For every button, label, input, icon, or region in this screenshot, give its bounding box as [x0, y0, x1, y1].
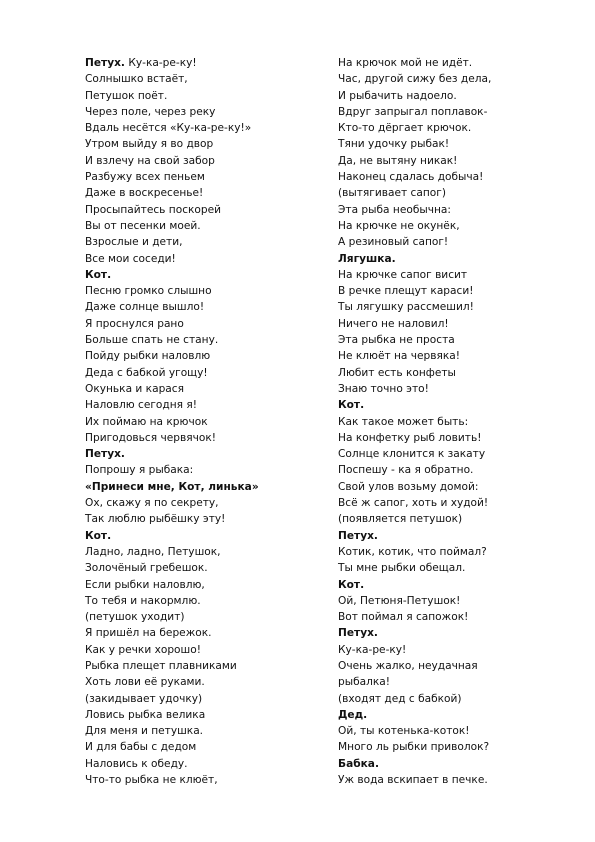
line-text: Эта рыбка не проста [338, 334, 455, 347]
line-text: Их поймаю на крючок [85, 415, 208, 428]
text-line [338, 593, 548, 609]
line-text: Я пришёл на бережок. [85, 627, 212, 640]
line-text: Хоть лови её руками. [85, 676, 205, 689]
line-text: А резиновый сапог! [338, 236, 449, 249]
line-text: Как у речки хорошо! [85, 643, 201, 656]
line-text: Не клюёт на червяка! [338, 350, 461, 363]
line-text: Поспешу - ка я обратно. [338, 464, 474, 477]
line-text: Я проснулся рано [85, 317, 184, 330]
line-text: Час, другой сижу без дела, [338, 73, 492, 86]
text-line [85, 528, 295, 544]
line-text: Так люблю рыбёшку эту! [85, 513, 226, 526]
left-column [85, 55, 295, 788]
line-text: И рыбачить надоело. [338, 89, 457, 102]
text-line [338, 756, 548, 772]
text-line [338, 739, 548, 755]
text-line [338, 723, 548, 739]
text-line [338, 71, 548, 87]
text-line [338, 120, 548, 136]
line-text: Ох, скажу я по секрету, [85, 497, 219, 510]
line-text: Петушок поёт. [85, 89, 168, 102]
text-line [338, 479, 548, 495]
text-line [85, 462, 295, 478]
text-line [338, 577, 548, 593]
line-text: Взрослые и дети, [85, 236, 183, 249]
text-line [85, 202, 295, 218]
text-line [85, 479, 295, 495]
text-line [85, 511, 295, 527]
line-text: (закидывает удочку) [85, 692, 203, 705]
text-line [338, 267, 548, 283]
text-line [338, 397, 548, 413]
line-text: Деда с бабкой угощу! [85, 366, 208, 379]
speaker-name: Дед. [338, 708, 368, 721]
text-line [338, 283, 548, 299]
line-text: Солнце клонится к закату [338, 448, 486, 461]
text-line [85, 625, 295, 641]
text-line [85, 544, 295, 560]
text-line [338, 544, 548, 560]
text-line [85, 88, 295, 104]
text-line [338, 88, 548, 104]
line-text: Все мои соседи! [85, 252, 176, 265]
line-text: В речке плещут караси! [338, 285, 474, 298]
line-text: Рыбка плещет плавниками [85, 659, 237, 672]
line-text: Вот поймал я сапожок! [338, 611, 469, 624]
line-text: Разбужу всех пеньем [85, 171, 205, 184]
text-line [338, 234, 548, 250]
line-text-bold: «Принеси мне, Кот, линька» [85, 480, 259, 493]
text-line [338, 348, 548, 364]
line-text: Тяни удочку рыбак! [338, 138, 450, 151]
speaker-name: Кот. [338, 578, 365, 591]
speaker-name: Кот. [85, 529, 112, 542]
text-line [338, 528, 548, 544]
line-text: Песню громко слышно [85, 285, 212, 298]
text-line [85, 691, 295, 707]
line-text: Ой, ты котенька-коток! [338, 725, 470, 738]
speaker-name: Лягушка. [338, 252, 396, 265]
text-line [338, 381, 548, 397]
line-text: Да, не вытяну никак! [338, 154, 458, 167]
line-text: (вытягивает сапог) [338, 187, 446, 200]
speaker-name: Петух. [338, 529, 378, 542]
line-text: (появляется петушок) [338, 513, 463, 526]
text-line [338, 104, 548, 120]
text-line [338, 169, 548, 185]
text-line [338, 691, 548, 707]
line-text: Вы от песенки моей. [85, 219, 201, 232]
text-line [85, 267, 295, 283]
line-text: Знаю точно это! [338, 382, 429, 395]
text-line [85, 642, 295, 658]
line-text: Наконец сдалась добыча! [338, 171, 484, 184]
text-line [338, 251, 548, 267]
line-text: рыбалка! [338, 676, 391, 689]
line-text: Любит есть конфеты [338, 366, 456, 379]
text-line [338, 202, 548, 218]
text-line [338, 153, 548, 169]
line-text: То тебя и накормлю. [85, 594, 201, 607]
line-text: Если рыбки наловлю, [85, 578, 205, 591]
text-line [338, 462, 548, 478]
text-line [85, 55, 295, 71]
text-line [85, 251, 295, 267]
text-line [85, 723, 295, 739]
line-text: Даже солнце вышло! [85, 301, 205, 314]
text-line [85, 707, 295, 723]
text-line [85, 495, 295, 511]
text-line [85, 658, 295, 674]
line-text: Ничего не наловил! [338, 317, 449, 330]
text-line [85, 430, 295, 446]
text-line [338, 218, 548, 234]
speaker-name: Кот. [85, 268, 112, 281]
speaker-name: Кот. [338, 399, 365, 412]
text-line [85, 169, 295, 185]
line-text: Золочёный гребешок. [85, 562, 208, 575]
text-line [338, 136, 548, 152]
text-line [338, 674, 548, 690]
text-line [338, 658, 548, 674]
line-text: (входят дед с бабкой) [338, 692, 462, 705]
line-text: Попрошу я рыбака: [85, 464, 194, 477]
text-line [85, 446, 295, 462]
text-line [338, 430, 548, 446]
line-text: Окунька и карася [85, 382, 184, 395]
text-line [85, 218, 295, 234]
line-text: И для бабы с дедом [85, 741, 197, 754]
text-line [85, 365, 295, 381]
text-line [85, 283, 295, 299]
text-line [85, 153, 295, 169]
text-line [85, 397, 295, 413]
line-text: Много ль рыбки приволок? [338, 741, 490, 754]
text-line [85, 185, 295, 201]
line-text: На конфетку рыб ловить! [338, 431, 482, 444]
line-text: И взлечу на свой забор [85, 154, 215, 167]
text-line [85, 609, 295, 625]
line-text: Очень жалко, неудачная [338, 659, 478, 672]
text-line [338, 642, 548, 658]
text-line [85, 577, 295, 593]
text-line [338, 414, 548, 430]
text-line [85, 674, 295, 690]
text-line [338, 772, 548, 788]
line-text: Свой улов возьму домой: [338, 480, 479, 493]
text-line [338, 511, 548, 527]
line-text: Просыпайтесь поскорей [85, 203, 222, 216]
line-text: Ты мне рыбки обещал. [338, 562, 466, 575]
line-text: (петушок уходит) [85, 611, 185, 624]
line-text: Ку-ка-ре-ку! [124, 57, 197, 69]
text-line [85, 316, 295, 332]
text-line [338, 495, 548, 511]
text-line [85, 414, 295, 430]
text-line [85, 120, 295, 136]
line-text: Всё ж сапог, хоть и худой! [338, 497, 489, 510]
line-text: Наловись к обеду. [85, 757, 188, 770]
line-text: Через поле, через реку [85, 105, 216, 118]
text-line [338, 299, 548, 315]
speaker-name: Петух. [338, 627, 378, 640]
speaker-name: Петух. [85, 57, 125, 69]
line-text: Котик, котик, что поймал? [338, 545, 487, 558]
text-line [85, 299, 295, 315]
line-text: Ой, Петюня-Петушок! [338, 594, 461, 607]
text-line [85, 593, 295, 609]
text-line [338, 707, 548, 723]
text-line [85, 772, 295, 788]
text-line [85, 381, 295, 397]
text-line [338, 446, 548, 462]
line-text: Эта рыба необычна: [338, 203, 451, 216]
line-text: Пригодовься червячок! [85, 431, 216, 444]
line-text: На крючке сапог висит [338, 268, 468, 281]
speaker-name: Петух. [85, 448, 125, 461]
line-text: Кто-то дёргает крючок. [338, 122, 472, 135]
line-text: Как такое может быть: [338, 415, 469, 428]
line-text: Пойду рыбки наловлю [85, 350, 211, 363]
line-text: Наловлю сегодня я! [85, 399, 198, 412]
line-text: Ловись рыбка велика [85, 708, 206, 721]
text-line [85, 756, 295, 772]
text-line [85, 560, 295, 576]
line-text: Что-то рыбка не клюёт, [85, 774, 218, 787]
line-text: Вдаль несётся «Ку-ка-ре-ку!» [85, 122, 252, 135]
line-text: Утром выйду я во двор [85, 138, 214, 151]
text-line [85, 348, 295, 364]
text-line [85, 136, 295, 152]
line-text: На крючке не окунёк, [338, 219, 460, 232]
text-line [338, 625, 548, 641]
text-line [338, 609, 548, 625]
line-text: Ты лягушку рассмешил! [338, 301, 474, 314]
line-text: Ку-ка-ре-ку! [338, 643, 407, 656]
right-column [338, 55, 548, 788]
text-line [85, 71, 295, 87]
text-line [85, 332, 295, 348]
text-line [338, 55, 548, 71]
text-line [338, 316, 548, 332]
line-text: Больше спать не стану. [85, 334, 219, 347]
line-text: Ладно, ладно, Петушок, [85, 545, 221, 558]
line-text: Вдруг запрыгал поплавок- [338, 105, 488, 118]
line-text: Даже в воскресенье! [85, 187, 204, 200]
text-line [338, 365, 548, 381]
text-line [338, 332, 548, 348]
text-line [85, 104, 295, 120]
line-text: На крючок мой не идёт. [338, 57, 473, 69]
text-line [338, 560, 548, 576]
line-text: Для меня и петушка. [85, 725, 204, 738]
text-line [85, 739, 295, 755]
text-line [338, 185, 548, 201]
text-line [85, 234, 295, 250]
line-text: Солнышко встаёт, [85, 73, 188, 86]
speaker-name: Бабка. [338, 757, 379, 770]
line-text: Уж вода вскипает в печке. [338, 774, 488, 787]
